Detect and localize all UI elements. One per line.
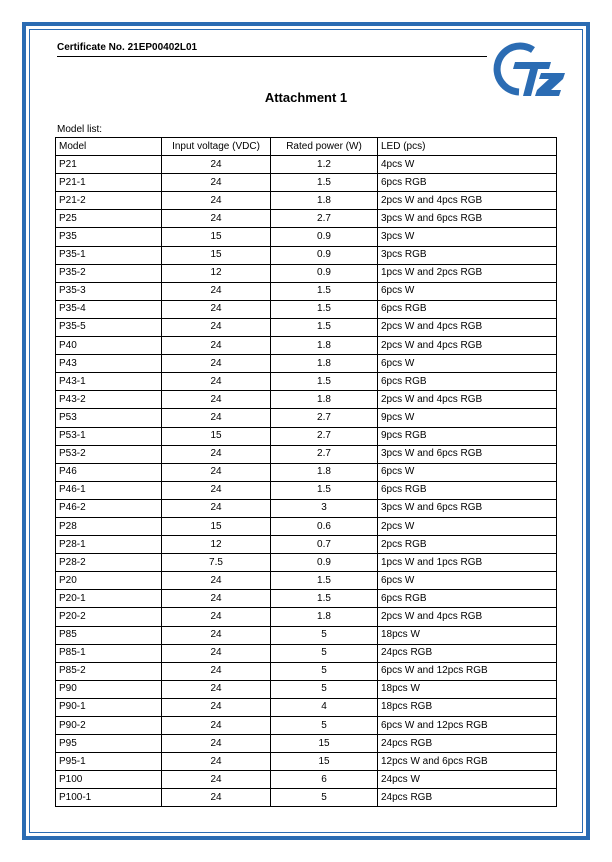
cell-led: 3pcs W [378, 228, 557, 246]
cell-rated-power: 5 [271, 626, 378, 644]
cell-input-voltage: 15 [162, 228, 271, 246]
cell-model: P20-2 [56, 608, 162, 626]
cell-led: 1pcs W and 2pcs RGB [378, 264, 557, 282]
table-row [56, 427, 557, 445]
cell-led: 3pcs RGB [378, 246, 557, 264]
cell-rated-power: 1.5 [271, 300, 378, 318]
cell-input-voltage: 24 [162, 735, 271, 753]
cell-rated-power: 1.5 [271, 572, 378, 590]
header-led: LED (pcs) [378, 138, 557, 156]
table-row [56, 174, 557, 192]
header-rule [57, 56, 487, 57]
table-row [56, 735, 557, 753]
cell-rated-power: 1.8 [271, 463, 378, 481]
table-row [56, 517, 557, 535]
cell-model: P35-5 [56, 318, 162, 336]
cell-led: 6pcs W [378, 355, 557, 373]
cell-input-voltage: 24 [162, 771, 271, 789]
cell-input-voltage: 24 [162, 717, 271, 735]
cell-input-voltage: 24 [162, 355, 271, 373]
cell-model: P53-1 [56, 427, 162, 445]
cell-model: P100-1 [56, 789, 162, 807]
cell-model: P21 [56, 156, 162, 174]
cell-input-voltage: 15 [162, 517, 271, 535]
cell-rated-power: 5 [271, 680, 378, 698]
cell-model: P21-1 [56, 174, 162, 192]
table-row [56, 355, 557, 373]
model-list-label: Model list: [57, 124, 103, 135]
cell-input-voltage: 24 [162, 499, 271, 517]
cell-input-voltage: 24 [162, 282, 271, 300]
cell-input-voltage: 24 [162, 463, 271, 481]
cell-led: 12pcs W and 6pcs RGB [378, 753, 557, 771]
cell-input-voltage: 12 [162, 536, 271, 554]
cell-led: 24pcs W [378, 771, 557, 789]
cell-input-voltage: 24 [162, 174, 271, 192]
cell-model: P35 [56, 228, 162, 246]
cell-rated-power: 1.5 [271, 481, 378, 499]
cell-model: P25 [56, 210, 162, 228]
cell-model: P46-2 [56, 499, 162, 517]
cell-rated-power: 0.9 [271, 246, 378, 264]
cell-rated-power: 0.9 [271, 554, 378, 572]
table-row [56, 409, 557, 427]
cell-led: 2pcs RGB [378, 536, 557, 554]
attachment-title: Attachment 1 [264, 90, 348, 105]
table-row [56, 626, 557, 644]
cell-input-voltage: 24 [162, 590, 271, 608]
cell-led: 24pcs RGB [378, 735, 557, 753]
cell-rated-power: 0.9 [271, 264, 378, 282]
cell-rated-power: 1.8 [271, 337, 378, 355]
cell-rated-power: 0.6 [271, 517, 378, 535]
cell-led: 2pcs W and 4pcs RGB [378, 608, 557, 626]
cell-led: 6pcs W [378, 463, 557, 481]
table-row [56, 608, 557, 626]
cell-rated-power: 1.8 [271, 608, 378, 626]
cell-led: 3pcs W and 6pcs RGB [378, 499, 557, 517]
cell-led: 2pcs W and 4pcs RGB [378, 318, 557, 336]
table-row [56, 644, 557, 662]
table-row [56, 282, 557, 300]
cell-model: P53 [56, 409, 162, 427]
cell-input-voltage: 24 [162, 409, 271, 427]
table-row [56, 680, 557, 698]
cell-rated-power: 1.5 [271, 590, 378, 608]
cell-led: 2pcs W and 4pcs RGB [378, 192, 557, 210]
table-row [56, 662, 557, 680]
cell-led: 6pcs RGB [378, 300, 557, 318]
table-row [56, 771, 557, 789]
cell-rated-power: 1.5 [271, 282, 378, 300]
cell-input-voltage: 24 [162, 626, 271, 644]
cell-led: 18pcs RGB [378, 698, 557, 716]
cell-model: P28-1 [56, 536, 162, 554]
cell-led: 18pcs W [378, 680, 557, 698]
table-row [56, 318, 557, 336]
cell-input-voltage: 15 [162, 246, 271, 264]
cell-rated-power: 15 [271, 753, 378, 771]
cell-input-voltage: 12 [162, 264, 271, 282]
cell-model: P20 [56, 572, 162, 590]
cell-led: 2pcs W [378, 517, 557, 535]
cell-model: P95-1 [56, 753, 162, 771]
cell-input-voltage: 24 [162, 680, 271, 698]
table-row [56, 717, 557, 735]
table-row [56, 228, 557, 246]
cell-input-voltage: 24 [162, 572, 271, 590]
cell-model: P28-2 [56, 554, 162, 572]
cell-rated-power: 1.8 [271, 192, 378, 210]
cell-model: P43-2 [56, 391, 162, 409]
cell-rated-power: 3 [271, 499, 378, 517]
cell-input-voltage: 24 [162, 391, 271, 409]
cell-rated-power: 4 [271, 698, 378, 716]
table-row [56, 445, 557, 463]
cell-model: P35-4 [56, 300, 162, 318]
cell-rated-power: 1.5 [271, 373, 378, 391]
certificate-number: Certificate No. 21EP00402L01 [57, 42, 198, 53]
table-row [56, 789, 557, 807]
table-row [56, 698, 557, 716]
header-rated-power: Rated power (W) [271, 138, 378, 156]
cell-rated-power: 5 [271, 717, 378, 735]
cell-rated-power: 1.5 [271, 318, 378, 336]
cell-model: P46 [56, 463, 162, 481]
cell-rated-power: 2.7 [271, 427, 378, 445]
cell-input-voltage: 24 [162, 373, 271, 391]
cell-led: 2pcs W and 4pcs RGB [378, 391, 557, 409]
cell-input-voltage: 7.5 [162, 554, 271, 572]
cell-rated-power: 0.9 [271, 228, 378, 246]
cell-model: P90-1 [56, 698, 162, 716]
cell-rated-power: 1.8 [271, 355, 378, 373]
table-row [56, 499, 557, 517]
cell-led: 3pcs W and 6pcs RGB [378, 445, 557, 463]
cell-input-voltage: 24 [162, 192, 271, 210]
cell-model: P35-2 [56, 264, 162, 282]
cell-input-voltage: 24 [162, 210, 271, 228]
cell-led: 24pcs RGB [378, 789, 557, 807]
cell-model: P90-2 [56, 717, 162, 735]
cell-model: P35-3 [56, 282, 162, 300]
cell-rated-power: 6 [271, 771, 378, 789]
cell-model: P40 [56, 337, 162, 355]
cell-rated-power: 5 [271, 789, 378, 807]
cell-led: 6pcs RGB [378, 174, 557, 192]
cell-input-voltage: 24 [162, 789, 271, 807]
cell-led: 6pcs W and 12pcs RGB [378, 662, 557, 680]
cell-rated-power: 2.7 [271, 445, 378, 463]
table-row [56, 373, 557, 391]
cell-model: P53-2 [56, 445, 162, 463]
cell-model: P85-1 [56, 644, 162, 662]
cell-rated-power: 2.7 [271, 409, 378, 427]
cell-rated-power: 0.7 [271, 536, 378, 554]
cell-rated-power: 2.7 [271, 210, 378, 228]
cell-input-voltage: 24 [162, 445, 271, 463]
cell-rated-power: 1.8 [271, 391, 378, 409]
cell-model: P85-2 [56, 662, 162, 680]
table-row [56, 391, 557, 409]
table-row [56, 264, 557, 282]
table-row [56, 300, 557, 318]
cell-model: P35-1 [56, 246, 162, 264]
cell-led: 6pcs RGB [378, 373, 557, 391]
cell-led: 9pcs W [378, 409, 557, 427]
cell-model: P43-1 [56, 373, 162, 391]
cell-led: 4pcs W [378, 156, 557, 174]
cell-led: 1pcs W and 1pcs RGB [378, 554, 557, 572]
cell-rated-power: 15 [271, 735, 378, 753]
cell-led: 2pcs W and 4pcs RGB [378, 337, 557, 355]
cell-led: 6pcs W and 12pcs RGB [378, 717, 557, 735]
cell-model: P100 [56, 771, 162, 789]
cell-rated-power: 1.5 [271, 174, 378, 192]
cell-rated-power: 5 [271, 662, 378, 680]
cell-led: 9pcs RGB [378, 427, 557, 445]
table-row [56, 463, 557, 481]
table-row [56, 590, 557, 608]
cell-input-voltage: 24 [162, 318, 271, 336]
cell-input-voltage: 24 [162, 698, 271, 716]
cell-led: 6pcs W [378, 282, 557, 300]
header-model: Model [56, 138, 162, 156]
table-row [56, 192, 557, 210]
cell-input-voltage: 24 [162, 481, 271, 499]
table-header-row [56, 138, 557, 156]
cell-rated-power: 1.2 [271, 156, 378, 174]
model-table [55, 137, 557, 807]
cell-input-voltage: 24 [162, 337, 271, 355]
table-row [56, 572, 557, 590]
table-row [56, 753, 557, 771]
cell-led: 6pcs RGB [378, 590, 557, 608]
cell-rated-power: 5 [271, 644, 378, 662]
cell-input-voltage: 24 [162, 608, 271, 626]
cell-led: 6pcs RGB [378, 481, 557, 499]
cell-input-voltage: 24 [162, 300, 271, 318]
cell-led: 3pcs W and 6pcs RGB [378, 210, 557, 228]
table-row [56, 481, 557, 499]
cell-input-voltage: 24 [162, 156, 271, 174]
cell-model: P90 [56, 680, 162, 698]
header-input-voltage: Input voltage (VDC) [162, 138, 271, 156]
cell-model: P95 [56, 735, 162, 753]
cell-input-voltage: 24 [162, 753, 271, 771]
table-row [56, 246, 557, 264]
table-row [56, 536, 557, 554]
table-row [56, 337, 557, 355]
cell-model: P85 [56, 626, 162, 644]
cell-led: 6pcs W [378, 572, 557, 590]
table-row [56, 210, 557, 228]
cell-model: P20-1 [56, 590, 162, 608]
cell-model: P43 [56, 355, 162, 373]
cell-model: P46-1 [56, 481, 162, 499]
cell-input-voltage: 24 [162, 662, 271, 680]
table-row [56, 554, 557, 572]
cell-led: 18pcs W [378, 626, 557, 644]
cell-led: 24pcs RGB [378, 644, 557, 662]
cell-input-voltage: 24 [162, 644, 271, 662]
cell-input-voltage: 15 [162, 427, 271, 445]
table-row [56, 156, 557, 174]
cell-model: P21-2 [56, 192, 162, 210]
cell-model: P28 [56, 517, 162, 535]
